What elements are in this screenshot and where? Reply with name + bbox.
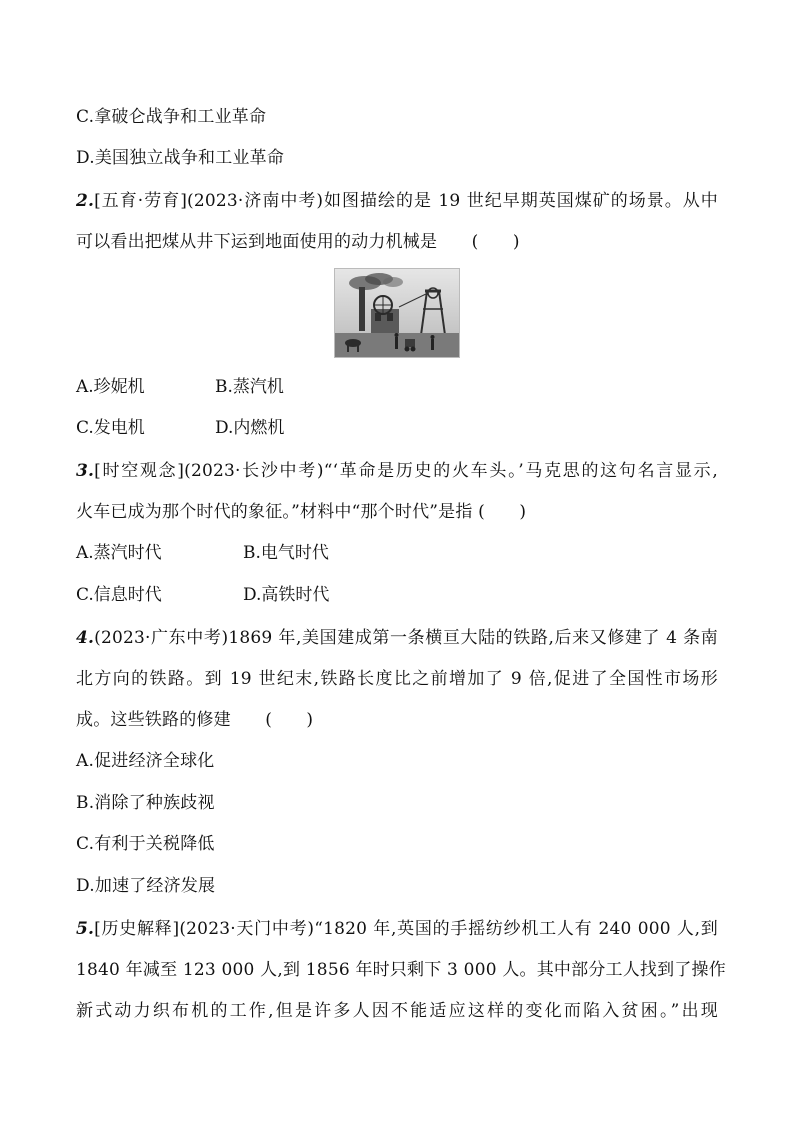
coal-mine-illustration <box>334 268 460 358</box>
q3-stem-line-2: 火车已成为那个时代的象征。”材料中“那个时代”是指 ( ) <box>76 502 527 522</box>
q5-stem-line-2: 1840 年减至 123 000 人,到 1856 年时只剩下 3 000 人。其中部分工人找到了操作 <box>76 960 726 980</box>
q4-stem-line-3: 成。这些铁路的修建 ( ) <box>76 710 314 730</box>
q3-stem-text-1: [时空观念](2023·长沙中考)“‘革命是历史的火车头。’马克思的这句名言显示, <box>94 461 718 481</box>
q2-stem-text-1: [五育·劳育](2023·济南中考)如图描绘的是 19 世纪早期英国煤矿的场景。从中 <box>94 191 718 211</box>
q5-number: 5. <box>76 919 95 939</box>
q4-number: 4. <box>76 628 95 648</box>
q3-option-a[interactable]: A.蒸汽时代 <box>76 543 162 563</box>
q2-option-b[interactable]: B.蒸汽机 <box>215 377 284 397</box>
q2-options-row-1 <box>76 375 284 399</box>
q5-stem-line-1 <box>76 917 718 941</box>
q2-option-c[interactable]: C.发电机 <box>76 418 145 438</box>
q2-number: 2. <box>76 191 95 211</box>
q4-option-a[interactable]: A.促进经济全球化 <box>76 751 215 771</box>
q4-stem-line-1 <box>76 626 718 650</box>
q4-option-b[interactable]: B.消除了种族歧视 <box>76 793 215 813</box>
q3-option-b[interactable]: B.电气时代 <box>243 543 329 563</box>
q2-options-row-2 <box>76 416 285 440</box>
q3-options-row-1 <box>76 541 329 565</box>
q5-stem-line-3: 新式动力织布机的工作,但是许多人因不能适应这样的变化而陷入贫困。”出现 <box>76 1001 718 1021</box>
q1-option-c[interactable]: C.拿破仑战争和工业革命 <box>76 107 267 127</box>
q2-stem-line-1 <box>76 189 718 213</box>
q2-option-a[interactable]: A.珍妮机 <box>76 377 145 397</box>
q1-option-d[interactable]: D.美国独立战争和工业革命 <box>76 148 285 168</box>
q3-option-d[interactable]: D.高铁时代 <box>243 585 330 605</box>
coal-mine-image <box>335 269 459 357</box>
q4-stem-text-1: (2023·广东中考)1869 年,美国建成第一条横亘大陆的铁路,后来又修建了 4 条南 <box>94 628 718 648</box>
q4-option-d[interactable]: D.加速了经济发展 <box>76 876 216 896</box>
q2-stem-line-2: 可以看出把煤从井下运到地面使用的动力机械是 ( ) <box>76 232 520 252</box>
q3-stem-line-1 <box>76 459 718 483</box>
q3-options-row-2 <box>76 583 330 607</box>
q3-number: 3. <box>76 461 95 481</box>
q4-option-c[interactable]: C.有利于关税降低 <box>76 834 215 854</box>
q3-option-c[interactable]: C.信息时代 <box>76 585 162 605</box>
q2-option-d[interactable]: D.内燃机 <box>215 418 285 438</box>
q5-stem-text-1: [历史解释](2023·天门中考)“1820 年,英国的手摇纺纱机工人有 240 000 人,到 <box>94 919 718 939</box>
q4-stem-line-2: 北方向的铁路。到 19 世纪末,铁路长度比之前增加了 9 倍,促进了全国性市场形 <box>76 669 718 689</box>
